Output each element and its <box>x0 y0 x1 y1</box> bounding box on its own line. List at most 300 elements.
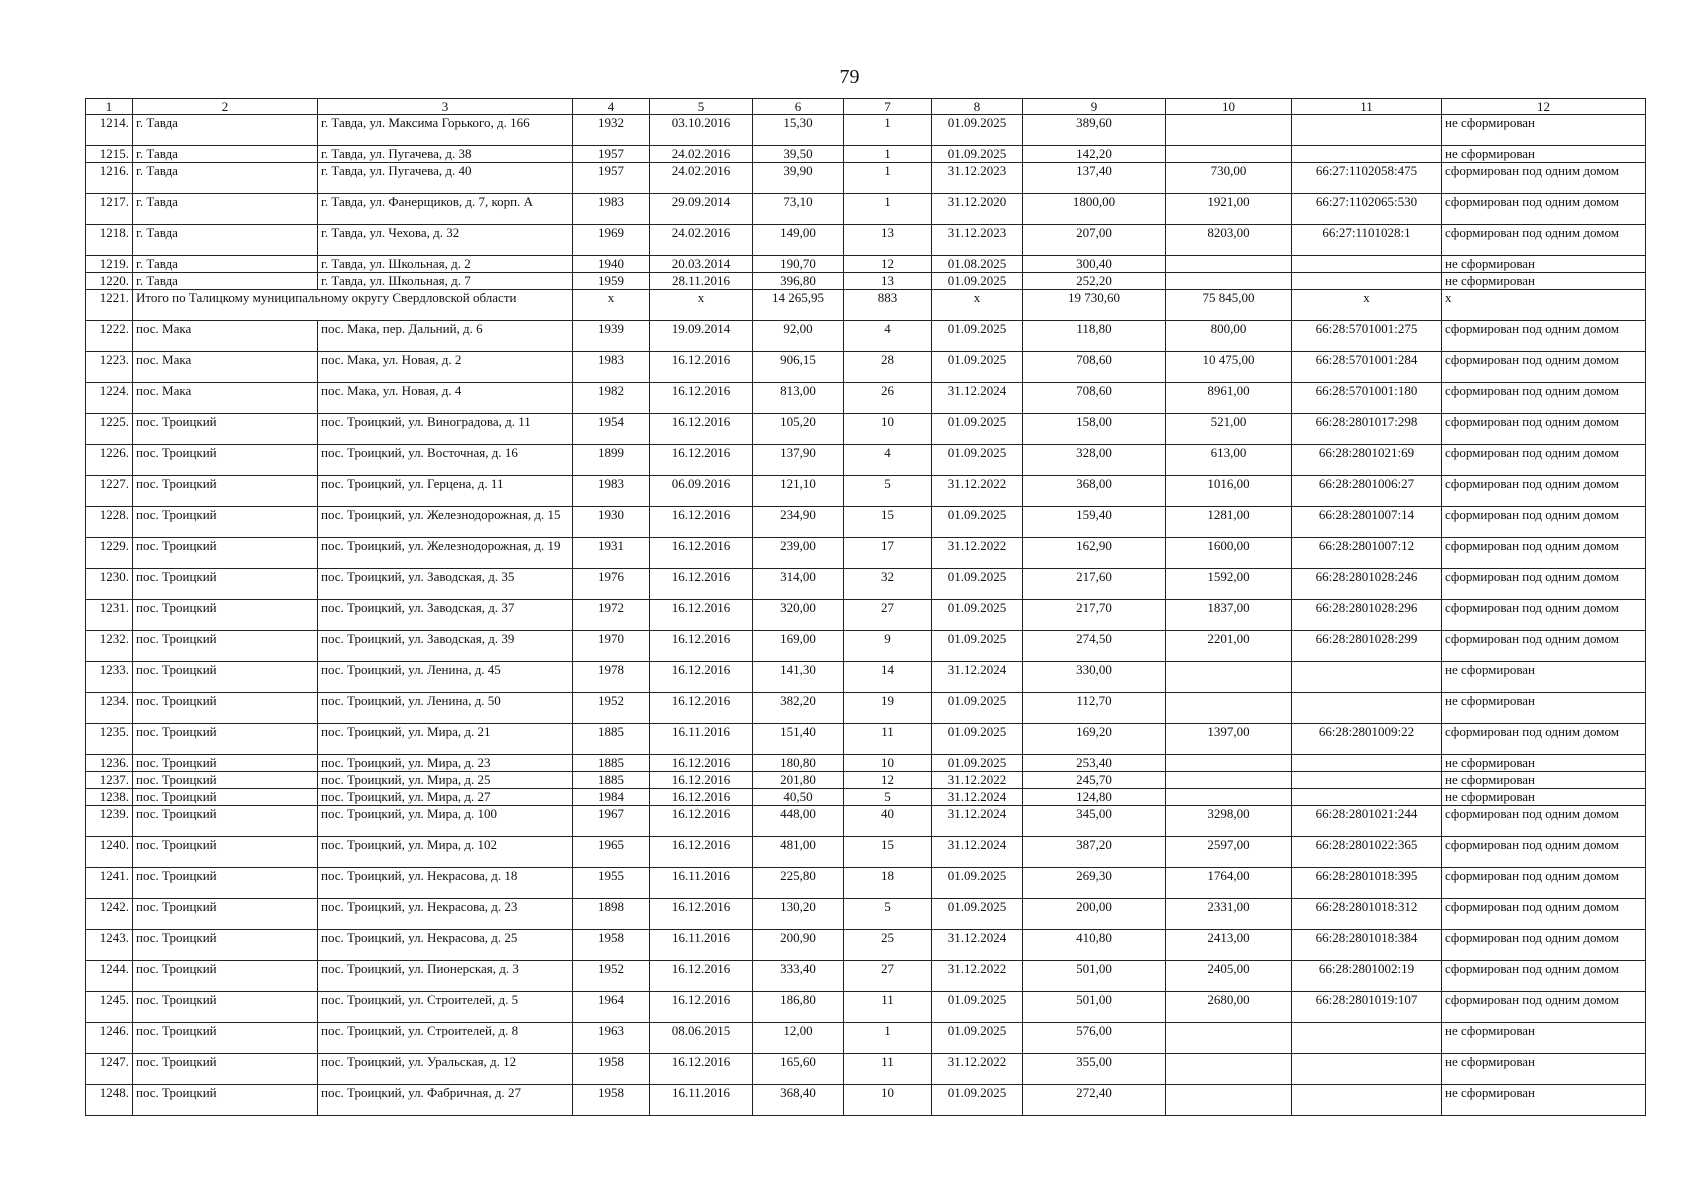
cost-cell: 169,20 <box>1023 724 1166 755</box>
year-built-cell: 1967 <box>573 806 650 837</box>
settlement-cell: г. Тавда <box>133 194 318 225</box>
deadline-cell: 31.12.2020 <box>932 194 1023 225</box>
row-number-cell: 1214. <box>86 115 133 146</box>
row-number-cell: 1236. <box>86 755 133 772</box>
address-cell: пос. Троицкий, ул. Железнодорожная, д. 15 <box>318 507 573 538</box>
row-number-cell: 1227. <box>86 476 133 507</box>
land-status-cell: сформирован под одним домом <box>1442 225 1646 256</box>
area-cell: 239,00 <box>753 538 844 569</box>
area-cell: 39,50 <box>753 146 844 163</box>
land-status-cell: не сформирован <box>1442 146 1646 163</box>
land-status-cell: x <box>1442 290 1646 321</box>
settlement-cell: пос. Троицкий <box>133 868 318 899</box>
survey-date-cell: 16.12.2016 <box>650 899 753 930</box>
settlement-cell: г. Тавда <box>133 146 318 163</box>
survey-date-cell: 16.12.2016 <box>650 414 753 445</box>
year-built-cell: 1984 <box>573 789 650 806</box>
deadline-cell: 01.09.2025 <box>932 445 1023 476</box>
land-area-cell: 2201,00 <box>1166 631 1292 662</box>
land-status-cell: сформирован под одним домом <box>1442 600 1646 631</box>
deadline-cell: 01.09.2025 <box>932 273 1023 290</box>
residents-cell: 15 <box>844 507 932 538</box>
column-number: 12 <box>1442 99 1646 115</box>
land-area-cell: 1837,00 <box>1166 600 1292 631</box>
settlement-cell: пос. Троицкий <box>133 1023 318 1054</box>
residents-cell: 11 <box>844 1054 932 1085</box>
address-cell: пос. Троицкий, ул. Виноградова, д. 11 <box>318 414 573 445</box>
land-status-cell: сформирован под одним домом <box>1442 163 1646 194</box>
survey-date-cell: 16.12.2016 <box>650 569 753 600</box>
column-number: 5 <box>650 99 753 115</box>
land-area-cell <box>1166 1054 1292 1085</box>
row-number-cell: 1217. <box>86 194 133 225</box>
year-built-cell: 1939 <box>573 321 650 352</box>
area-cell: 314,00 <box>753 569 844 600</box>
address-cell: г. Тавда, ул. Чехова, д. 32 <box>318 225 573 256</box>
cost-cell: 708,60 <box>1023 383 1166 414</box>
year-built-cell: 1957 <box>573 163 650 194</box>
year-built-cell: 1983 <box>573 194 650 225</box>
area-cell: 73,10 <box>753 194 844 225</box>
deadline-cell: 31.12.2022 <box>932 476 1023 507</box>
cadastral-number-cell <box>1292 1054 1442 1085</box>
settlement-cell: пос. Троицкий <box>133 693 318 724</box>
cadastral-number-cell <box>1292 256 1442 273</box>
row-number-cell: 1221. <box>86 290 133 321</box>
survey-date-cell: 03.10.2016 <box>650 115 753 146</box>
land-area-cell <box>1166 755 1292 772</box>
settlement-cell: пос. Троицкий <box>133 930 318 961</box>
table-row <box>86 115 1646 146</box>
deadline-cell: 31.12.2024 <box>932 837 1023 868</box>
cost-cell: 159,40 <box>1023 507 1166 538</box>
settlement-cell: пос. Троицкий <box>133 662 318 693</box>
table-row <box>86 414 1646 445</box>
land-status-cell: не сформирован <box>1442 662 1646 693</box>
year-built-cell: 1899 <box>573 445 650 476</box>
area-cell: 92,00 <box>753 321 844 352</box>
column-number: 11 <box>1292 99 1442 115</box>
cost-cell: 274,50 <box>1023 631 1166 662</box>
table-row <box>86 476 1646 507</box>
deadline-cell: 01.08.2025 <box>932 256 1023 273</box>
land-area-cell: 1600,00 <box>1166 538 1292 569</box>
year-built-cell: x <box>573 290 650 321</box>
address-cell: пос. Троицкий, ул. Строителей, д. 5 <box>318 992 573 1023</box>
land-area-cell <box>1166 789 1292 806</box>
area-cell: 121,10 <box>753 476 844 507</box>
cost-cell: 217,70 <box>1023 600 1166 631</box>
residents-cell: 13 <box>844 273 932 290</box>
survey-date-cell: 06.09.2016 <box>650 476 753 507</box>
cadastral-number-cell: 66:28:2801028:246 <box>1292 569 1442 600</box>
column-number: 6 <box>753 99 844 115</box>
survey-date-cell: 16.12.2016 <box>650 755 753 772</box>
residents-cell: 4 <box>844 321 932 352</box>
cost-cell: 708,60 <box>1023 352 1166 383</box>
survey-date-cell: 16.12.2016 <box>650 600 753 631</box>
year-built-cell: 1885 <box>573 724 650 755</box>
table-row <box>86 693 1646 724</box>
cost-cell: 124,80 <box>1023 789 1166 806</box>
land-area-cell: 613,00 <box>1166 445 1292 476</box>
land-area-cell: 2331,00 <box>1166 899 1292 930</box>
residents-cell: 9 <box>844 631 932 662</box>
land-status-cell: сформирован под одним домом <box>1442 961 1646 992</box>
residents-cell: 5 <box>844 789 932 806</box>
land-area-cell: 2405,00 <box>1166 961 1292 992</box>
area-cell: 151,40 <box>753 724 844 755</box>
cost-cell: 200,00 <box>1023 899 1166 930</box>
cost-cell: 158,00 <box>1023 414 1166 445</box>
column-number: 1 <box>86 99 133 115</box>
cadastral-number-cell: 66:28:2801002:19 <box>1292 961 1442 992</box>
land-area-cell: 75 845,00 <box>1166 290 1292 321</box>
address-cell: пос. Троицкий, ул. Мира, д. 100 <box>318 806 573 837</box>
row-number-cell: 1233. <box>86 662 133 693</box>
address-cell: г. Тавда, ул. Пугачева, д. 38 <box>318 146 573 163</box>
survey-date-cell: 24.02.2016 <box>650 163 753 194</box>
row-number-cell: 1216. <box>86 163 133 194</box>
land-area-cell: 10 475,00 <box>1166 352 1292 383</box>
settlement-cell: пос. Троицкий <box>133 724 318 755</box>
cost-cell: 112,70 <box>1023 693 1166 724</box>
address-cell: пос. Троицкий, ул. Ленина, д. 50 <box>318 693 573 724</box>
deadline-cell: 31.12.2024 <box>932 662 1023 693</box>
land-status-cell: сформирован под одним домом <box>1442 930 1646 961</box>
cadastral-number-cell: 66:28:2801018:395 <box>1292 868 1442 899</box>
year-built-cell: 1982 <box>573 383 650 414</box>
residents-cell: 1 <box>844 115 932 146</box>
area-cell: 130,20 <box>753 899 844 930</box>
area-cell: 368,40 <box>753 1085 844 1116</box>
settlement-cell: пос. Троицкий <box>133 837 318 868</box>
area-cell: 14 265,95 <box>753 290 844 321</box>
area-cell: 190,70 <box>753 256 844 273</box>
year-built-cell: 1952 <box>573 961 650 992</box>
settlement-cell: г. Тавда <box>133 115 318 146</box>
land-status-cell: сформирован под одним домом <box>1442 631 1646 662</box>
land-area-cell: 521,00 <box>1166 414 1292 445</box>
land-status-cell: сформирован под одним домом <box>1442 569 1646 600</box>
settlement-cell: г. Тавда <box>133 163 318 194</box>
survey-date-cell: 16.12.2016 <box>650 662 753 693</box>
area-cell: 180,80 <box>753 755 844 772</box>
land-status-cell: сформирован под одним домом <box>1442 445 1646 476</box>
land-status-cell: не сформирован <box>1442 772 1646 789</box>
cadastral-number-cell: 66:28:2801019:107 <box>1292 992 1442 1023</box>
year-built-cell: 1957 <box>573 146 650 163</box>
cost-cell: 118,80 <box>1023 321 1166 352</box>
land-status-cell: не сформирован <box>1442 115 1646 146</box>
residents-cell: 10 <box>844 755 932 772</box>
residents-cell: 10 <box>844 1085 932 1116</box>
deadline-cell: 31.12.2024 <box>932 383 1023 414</box>
survey-date-cell: 16.12.2016 <box>650 538 753 569</box>
row-number-cell: 1241. <box>86 868 133 899</box>
settlement-cell: Итого по Талицкому муниципальному округу Свердловской области <box>133 290 573 321</box>
residents-cell: 1 <box>844 163 932 194</box>
settlement-cell: пос. Троицкий <box>133 772 318 789</box>
cost-cell: 253,40 <box>1023 755 1166 772</box>
land-area-cell: 8961,00 <box>1166 383 1292 414</box>
area-cell: 225,80 <box>753 868 844 899</box>
residents-cell: 27 <box>844 961 932 992</box>
address-cell: пос. Троицкий, ул. Пионерская, д. 3 <box>318 961 573 992</box>
cost-cell: 1800,00 <box>1023 194 1166 225</box>
address-cell: пос. Троицкий, ул. Мира, д. 25 <box>318 772 573 789</box>
land-area-cell: 3298,00 <box>1166 806 1292 837</box>
table-row <box>86 194 1646 225</box>
survey-date-cell: 08.06.2015 <box>650 1023 753 1054</box>
survey-date-cell: 16.11.2016 <box>650 868 753 899</box>
deadline-cell: 31.12.2022 <box>932 772 1023 789</box>
year-built-cell: 1963 <box>573 1023 650 1054</box>
survey-date-cell: 16.12.2016 <box>650 631 753 662</box>
table-row <box>86 961 1646 992</box>
survey-date-cell: 16.12.2016 <box>650 352 753 383</box>
cost-cell: 217,60 <box>1023 569 1166 600</box>
deadline-cell: 01.09.2025 <box>932 352 1023 383</box>
address-cell: пос. Троицкий, ул. Железнодорожная, д. 19 <box>318 538 573 569</box>
land-status-cell: сформирован под одним домом <box>1442 414 1646 445</box>
address-cell: г. Тавда, ул. Максима Горького, д. 166 <box>318 115 573 146</box>
address-cell: пос. Троицкий, ул. Мира, д. 27 <box>318 789 573 806</box>
row-number-cell: 1247. <box>86 1054 133 1085</box>
cost-cell: 389,60 <box>1023 115 1166 146</box>
land-area-cell: 1281,00 <box>1166 507 1292 538</box>
area-cell: 382,20 <box>753 693 844 724</box>
settlement-cell: пос. Троицкий <box>133 569 318 600</box>
cadastral-number-cell: 66:27:1102058:475 <box>1292 163 1442 194</box>
year-built-cell: 1954 <box>573 414 650 445</box>
land-area-cell <box>1166 146 1292 163</box>
row-number-cell: 1223. <box>86 352 133 383</box>
row-number-cell: 1222. <box>86 321 133 352</box>
residents-cell: 1 <box>844 146 932 163</box>
address-cell: пос. Троицкий, ул. Мира, д. 23 <box>318 755 573 772</box>
table-row <box>86 1023 1646 1054</box>
year-built-cell: 1885 <box>573 772 650 789</box>
cost-cell: 245,70 <box>1023 772 1166 789</box>
land-area-cell: 1016,00 <box>1166 476 1292 507</box>
cost-cell: 368,00 <box>1023 476 1166 507</box>
settlement-cell: пос. Троицкий <box>133 755 318 772</box>
settlement-cell: пос. Троицкий <box>133 1085 318 1116</box>
deadline-cell: 01.09.2025 <box>932 899 1023 930</box>
cadastral-number-cell: 66:28:2801028:296 <box>1292 600 1442 631</box>
year-built-cell: 1958 <box>573 1054 650 1085</box>
deadline-cell: 31.12.2022 <box>932 961 1023 992</box>
address-cell: пос. Троицкий, ул. Заводская, д. 39 <box>318 631 573 662</box>
table-row <box>86 600 1646 631</box>
table-row <box>86 507 1646 538</box>
land-area-cell <box>1166 1023 1292 1054</box>
land-area-cell <box>1166 273 1292 290</box>
column-number: 9 <box>1023 99 1166 115</box>
area-cell: 200,90 <box>753 930 844 961</box>
year-built-cell: 1969 <box>573 225 650 256</box>
survey-date-cell: 16.11.2016 <box>650 724 753 755</box>
survey-date-cell: 16.12.2016 <box>650 1054 753 1085</box>
area-cell: 186,80 <box>753 992 844 1023</box>
table-row <box>86 806 1646 837</box>
residents-cell: 1 <box>844 194 932 225</box>
deadline-cell: 01.09.2025 <box>932 321 1023 352</box>
address-cell: пос. Троицкий, ул. Герцена, д. 11 <box>318 476 573 507</box>
area-cell: 165,60 <box>753 1054 844 1085</box>
land-status-cell: сформирован под одним домом <box>1442 868 1646 899</box>
land-status-cell: не сформирован <box>1442 789 1646 806</box>
table-row <box>86 383 1646 414</box>
settlement-cell: пос. Троицкий <box>133 789 318 806</box>
cadastral-number-cell <box>1292 146 1442 163</box>
address-cell: пос. Троицкий, ул. Уральская, д. 12 <box>318 1054 573 1085</box>
cadastral-number-cell <box>1292 1023 1442 1054</box>
cost-cell: 162,90 <box>1023 538 1166 569</box>
row-number-cell: 1234. <box>86 693 133 724</box>
deadline-cell: x <box>932 290 1023 321</box>
survey-date-cell: x <box>650 290 753 321</box>
address-cell: г. Тавда, ул. Пугачева, д. 40 <box>318 163 573 194</box>
cost-cell: 410,80 <box>1023 930 1166 961</box>
cadastral-number-cell: 66:28:5701001:180 <box>1292 383 1442 414</box>
settlement-cell: пос. Троицкий <box>133 631 318 662</box>
deadline-cell: 01.09.2025 <box>932 414 1023 445</box>
table-row <box>86 256 1646 273</box>
deadline-cell: 01.09.2025 <box>932 868 1023 899</box>
settlement-cell: пос. Мака <box>133 352 318 383</box>
survey-date-cell: 24.02.2016 <box>650 146 753 163</box>
cadastral-number-cell: 66:28:2801009:22 <box>1292 724 1442 755</box>
cadastral-number-cell: 66:28:2801018:312 <box>1292 899 1442 930</box>
area-cell: 234,90 <box>753 507 844 538</box>
land-status-cell: сформирован под одним домом <box>1442 476 1646 507</box>
land-area-cell: 2413,00 <box>1166 930 1292 961</box>
settlement-cell: пос. Троицкий <box>133 806 318 837</box>
cost-cell: 576,00 <box>1023 1023 1166 1054</box>
survey-date-cell: 16.12.2016 <box>650 772 753 789</box>
land-area-cell: 1397,00 <box>1166 724 1292 755</box>
table-body <box>86 99 1646 1116</box>
survey-date-cell: 16.12.2016 <box>650 992 753 1023</box>
land-status-cell: сформирован под одним домом <box>1442 724 1646 755</box>
area-cell: 40,50 <box>753 789 844 806</box>
row-number-cell: 1246. <box>86 1023 133 1054</box>
area-cell: 12,00 <box>753 1023 844 1054</box>
row-number-cell: 1224. <box>86 383 133 414</box>
deadline-cell: 31.12.2024 <box>932 806 1023 837</box>
row-number-cell: 1245. <box>86 992 133 1023</box>
land-status-cell: не сформирован <box>1442 693 1646 724</box>
land-status-cell: сформирован под одним домом <box>1442 383 1646 414</box>
residents-cell: 15 <box>844 837 932 868</box>
residents-cell: 1 <box>844 1023 932 1054</box>
year-built-cell: 1972 <box>573 600 650 631</box>
residents-cell: 5 <box>844 899 932 930</box>
cadastral-number-cell: 66:28:2801017:298 <box>1292 414 1442 445</box>
year-built-cell: 1885 <box>573 755 650 772</box>
area-cell: 813,00 <box>753 383 844 414</box>
cost-cell: 345,00 <box>1023 806 1166 837</box>
address-cell: пос. Троицкий, ул. Мира, д. 21 <box>318 724 573 755</box>
area-cell: 448,00 <box>753 806 844 837</box>
residents-cell: 883 <box>844 290 932 321</box>
settlement-cell: пос. Мака <box>133 321 318 352</box>
cadastral-number-cell: 66:28:2801007:12 <box>1292 538 1442 569</box>
land-status-cell: не сформирован <box>1442 1023 1646 1054</box>
table-row <box>86 445 1646 476</box>
land-area-cell <box>1166 256 1292 273</box>
land-area-cell <box>1166 772 1292 789</box>
settlement-cell: пос. Троицкий <box>133 961 318 992</box>
address-cell: пос. Троицкий, ул. Ленина, д. 45 <box>318 662 573 693</box>
year-built-cell: 1958 <box>573 1085 650 1116</box>
row-number-cell: 1219. <box>86 256 133 273</box>
survey-date-cell: 19.09.2014 <box>650 321 753 352</box>
address-cell: пос. Троицкий, ул. Заводская, д. 37 <box>318 600 573 631</box>
deadline-cell: 31.12.2024 <box>932 789 1023 806</box>
table-row <box>86 163 1646 194</box>
cadastral-number-cell: 66:28:5701001:275 <box>1292 321 1442 352</box>
deadline-cell: 31.12.2022 <box>932 538 1023 569</box>
land-area-cell: 730,00 <box>1166 163 1292 194</box>
column-number-row <box>86 99 1646 115</box>
survey-date-cell: 20.03.2014 <box>650 256 753 273</box>
address-cell: пос. Мака, пер. Дальний, д. 6 <box>318 321 573 352</box>
area-cell: 333,40 <box>753 961 844 992</box>
row-number-cell: 1235. <box>86 724 133 755</box>
address-cell: г. Тавда, ул. Фанерщиков, д. 7, корп. А <box>318 194 573 225</box>
row-number-cell: 1228. <box>86 507 133 538</box>
year-built-cell: 1965 <box>573 837 650 868</box>
cost-cell: 387,20 <box>1023 837 1166 868</box>
table-row <box>86 1054 1646 1085</box>
table-row <box>86 569 1646 600</box>
row-number-cell: 1220. <box>86 273 133 290</box>
address-cell: пос. Мака, ул. Новая, д. 2 <box>318 352 573 383</box>
row-number-cell: 1226. <box>86 445 133 476</box>
column-number: 4 <box>573 99 650 115</box>
row-number-cell: 1238. <box>86 789 133 806</box>
address-cell: пос. Троицкий, ул. Некрасова, д. 18 <box>318 868 573 899</box>
area-cell: 15,30 <box>753 115 844 146</box>
area-cell: 149,00 <box>753 225 844 256</box>
residents-cell: 25 <box>844 930 932 961</box>
row-number-cell: 1244. <box>86 961 133 992</box>
settlement-cell: пос. Троицкий <box>133 445 318 476</box>
year-built-cell: 1930 <box>573 507 650 538</box>
table-row <box>86 1085 1646 1116</box>
table-row <box>86 273 1646 290</box>
table-row <box>86 755 1646 772</box>
row-number-cell: 1215. <box>86 146 133 163</box>
settlement-cell: пос. Мака <box>133 383 318 414</box>
year-built-cell: 1958 <box>573 930 650 961</box>
settlement-cell: пос. Троицкий <box>133 538 318 569</box>
residents-cell: 11 <box>844 992 932 1023</box>
housing-register-table <box>85 98 1646 1116</box>
residents-cell: 28 <box>844 352 932 383</box>
column-number: 2 <box>133 99 318 115</box>
residents-cell: 14 <box>844 662 932 693</box>
row-number-cell: 1239. <box>86 806 133 837</box>
land-area-cell <box>1166 1085 1292 1116</box>
settlement-cell: пос. Троицкий <box>133 992 318 1023</box>
residents-cell: 12 <box>844 256 932 273</box>
cadastral-number-cell: 66:28:2801018:384 <box>1292 930 1442 961</box>
land-status-cell: сформирован под одним домом <box>1442 352 1646 383</box>
